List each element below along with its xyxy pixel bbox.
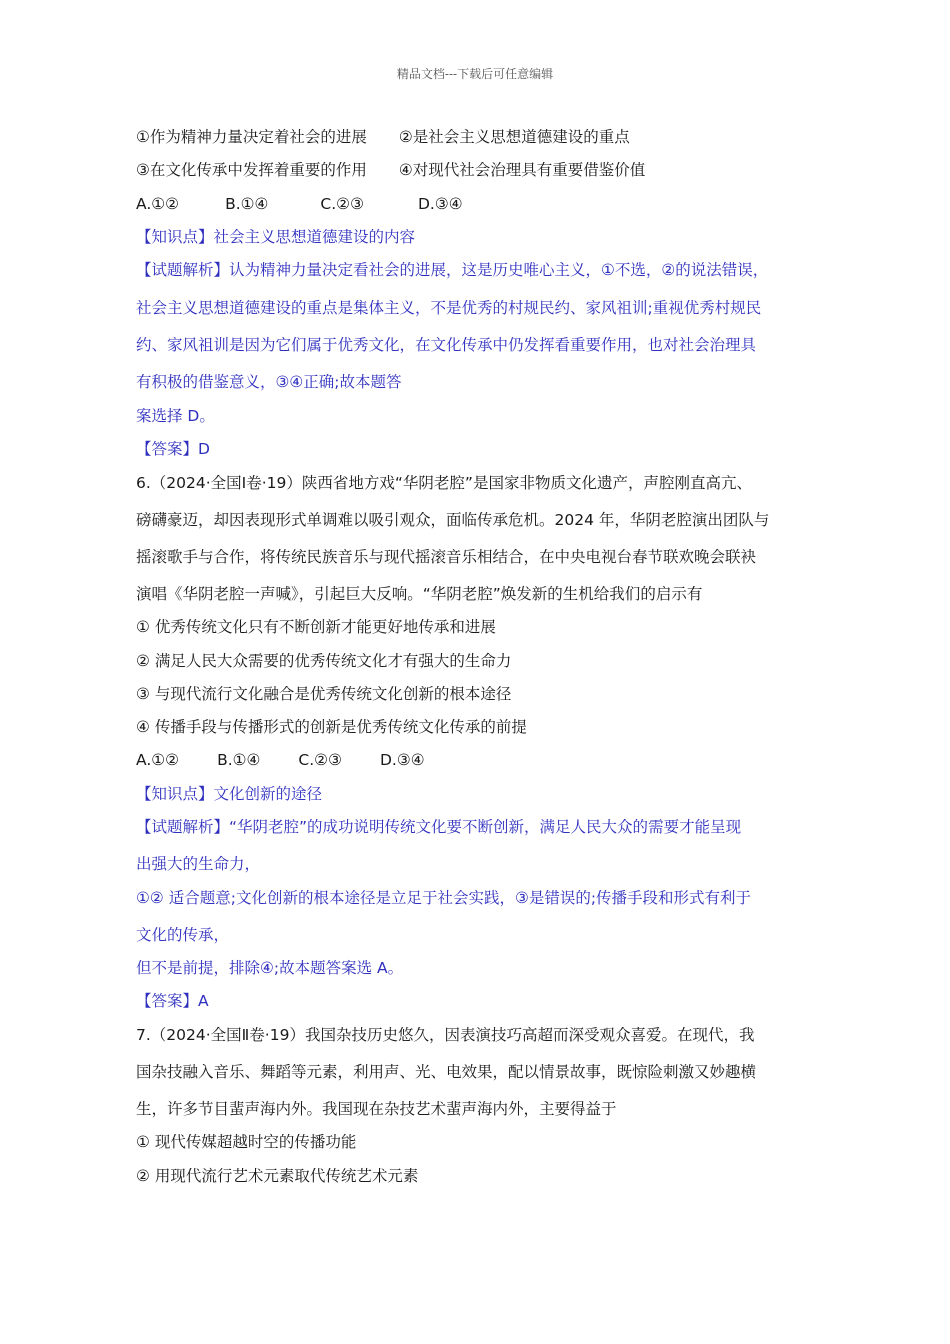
- q6-analysis-line: 【试题解析】“华阴老腔”的成功说明传统文化要不断创新，满足人民大众的需要才能呈现: [136, 818, 742, 836]
- q5-option-2: ②是社会主义思想道德建设的重点: [398, 128, 630, 146]
- q6-analysis-line: 但不是前提，排除④;故本题答案选 A。: [136, 959, 404, 977]
- q6-stem-line: 6.（2024·全国Ⅰ卷·19）陕西省地方戏“华阴老腔”是国家非物质文化遗产，声腔刚直高亢、: [136, 474, 752, 492]
- q6-choice-d: D.③④: [379, 751, 425, 769]
- q7-stem-line: 7.（2024·全国Ⅱ卷·19）我国杂技历史悠久，因表演技巧高超而深受观众喜爱。在现代，我: [136, 1026, 755, 1044]
- q7-option: ② 用现代流行艺术元素取代传统艺术元素: [136, 1167, 419, 1185]
- q5-option-1: ①作为精神力量决定着社会的进展: [136, 128, 367, 146]
- q5-choice-c: C.②③: [320, 195, 364, 213]
- q6-stem-line: 摇滚歌手与合作，将传统民族音乐与现代摇滚音乐相结合，在中央电视台春节联欢晚会联袂: [136, 548, 757, 566]
- q6-analysis-line: 文化的传承，: [136, 926, 230, 944]
- q7-stem-line: 生，许多节目蜚声海内外。我国现在杂技艺术蜚声海内外，主要得益于: [136, 1100, 617, 1118]
- q5-choice-d: D.③④: [417, 195, 463, 213]
- q5-analysis-line: 【试题解析】认为精神力量决定看社会的进展，这是历史唯心主义，①不选，②的说法错误，: [136, 261, 769, 279]
- q7-option: ① 现代传媒超越时空的传播功能: [136, 1133, 357, 1151]
- q5-analysis-line: 案选择 D。: [136, 407, 215, 425]
- q5-analysis-line: 有积极的借鉴意义，③④正确;故本题答: [136, 373, 402, 391]
- q5-answer: 【答案】D: [136, 440, 210, 458]
- q6-choices: [136, 749, 425, 771]
- q7-stem-line: 国杂技融入音乐、舞蹈等元素，利用声、光、电效果，配以情景故事，既惊险刺激又妙趣横: [136, 1063, 757, 1081]
- q6-stem-line: 演唱《华阴老腔一声喊》，引起巨大反响。“华阴老腔”焕发新的生机给我们的启示有: [136, 585, 703, 603]
- q6-choice-a: A.①②: [136, 751, 180, 769]
- q6-option: ④ 传播手段与传播形式的创新是优秀传统文化传承的前提: [136, 718, 527, 736]
- q5-choice-a: A.①②: [136, 195, 180, 213]
- q5-analysis-line: 约、家风祖训是因为它们属于优秀文化，在文化传承中仍发挥看重要作用，也对社会治理具: [136, 336, 757, 354]
- q5-knowledge: 【知识点】社会主义思想道德建设的内容: [136, 228, 416, 246]
- page-header: 精品文档---下载后可任意编辑: [396, 67, 554, 81]
- q6-choice-b: B.①④: [217, 751, 261, 769]
- q5-analysis-line: 社会主义思想道德建设的重点是集体主义，不是优秀的村规民约、家风祖训;重视优秀村规民: [136, 299, 762, 317]
- q6-option: ③ 与现代流行文化融合是优秀传统文化创新的根本途径: [136, 685, 512, 703]
- q6-stem-line: 磅礴豪迈，却因表现形式单调难以吸引观众，面临传承危机。2024 年，华阴老腔演出团队与: [136, 511, 770, 529]
- q5-choice-b: B.①④: [225, 195, 269, 213]
- q6-answer: 【答案】A: [136, 992, 209, 1010]
- q6-analysis-line: ①② 适合题意;文化创新的根本途径是立足于社会实践，③是错误的;传播手段和形式有利于: [136, 889, 752, 907]
- q6-knowledge: 【知识点】文化创新的途径: [136, 785, 323, 803]
- q5-option-4: ④对现代社会治理具有重要借鉴价值: [398, 161, 646, 179]
- q5-option-row-1: [136, 126, 630, 148]
- q6-option: ① 优秀传统文化只有不断创新才能更好地传承和进展: [136, 618, 496, 636]
- q5-choices: [136, 193, 463, 215]
- q6-choice-c: C.②③: [298, 751, 342, 769]
- q5-option-3: ③在文化传承中发挥着重要的作用: [136, 161, 367, 179]
- q6-option: ② 满足人民大众需要的优秀传统文化才有强大的生命力: [136, 652, 512, 670]
- q5-option-row-2: [136, 159, 645, 181]
- q6-analysis-line: 出强大的生命力，: [136, 855, 261, 873]
